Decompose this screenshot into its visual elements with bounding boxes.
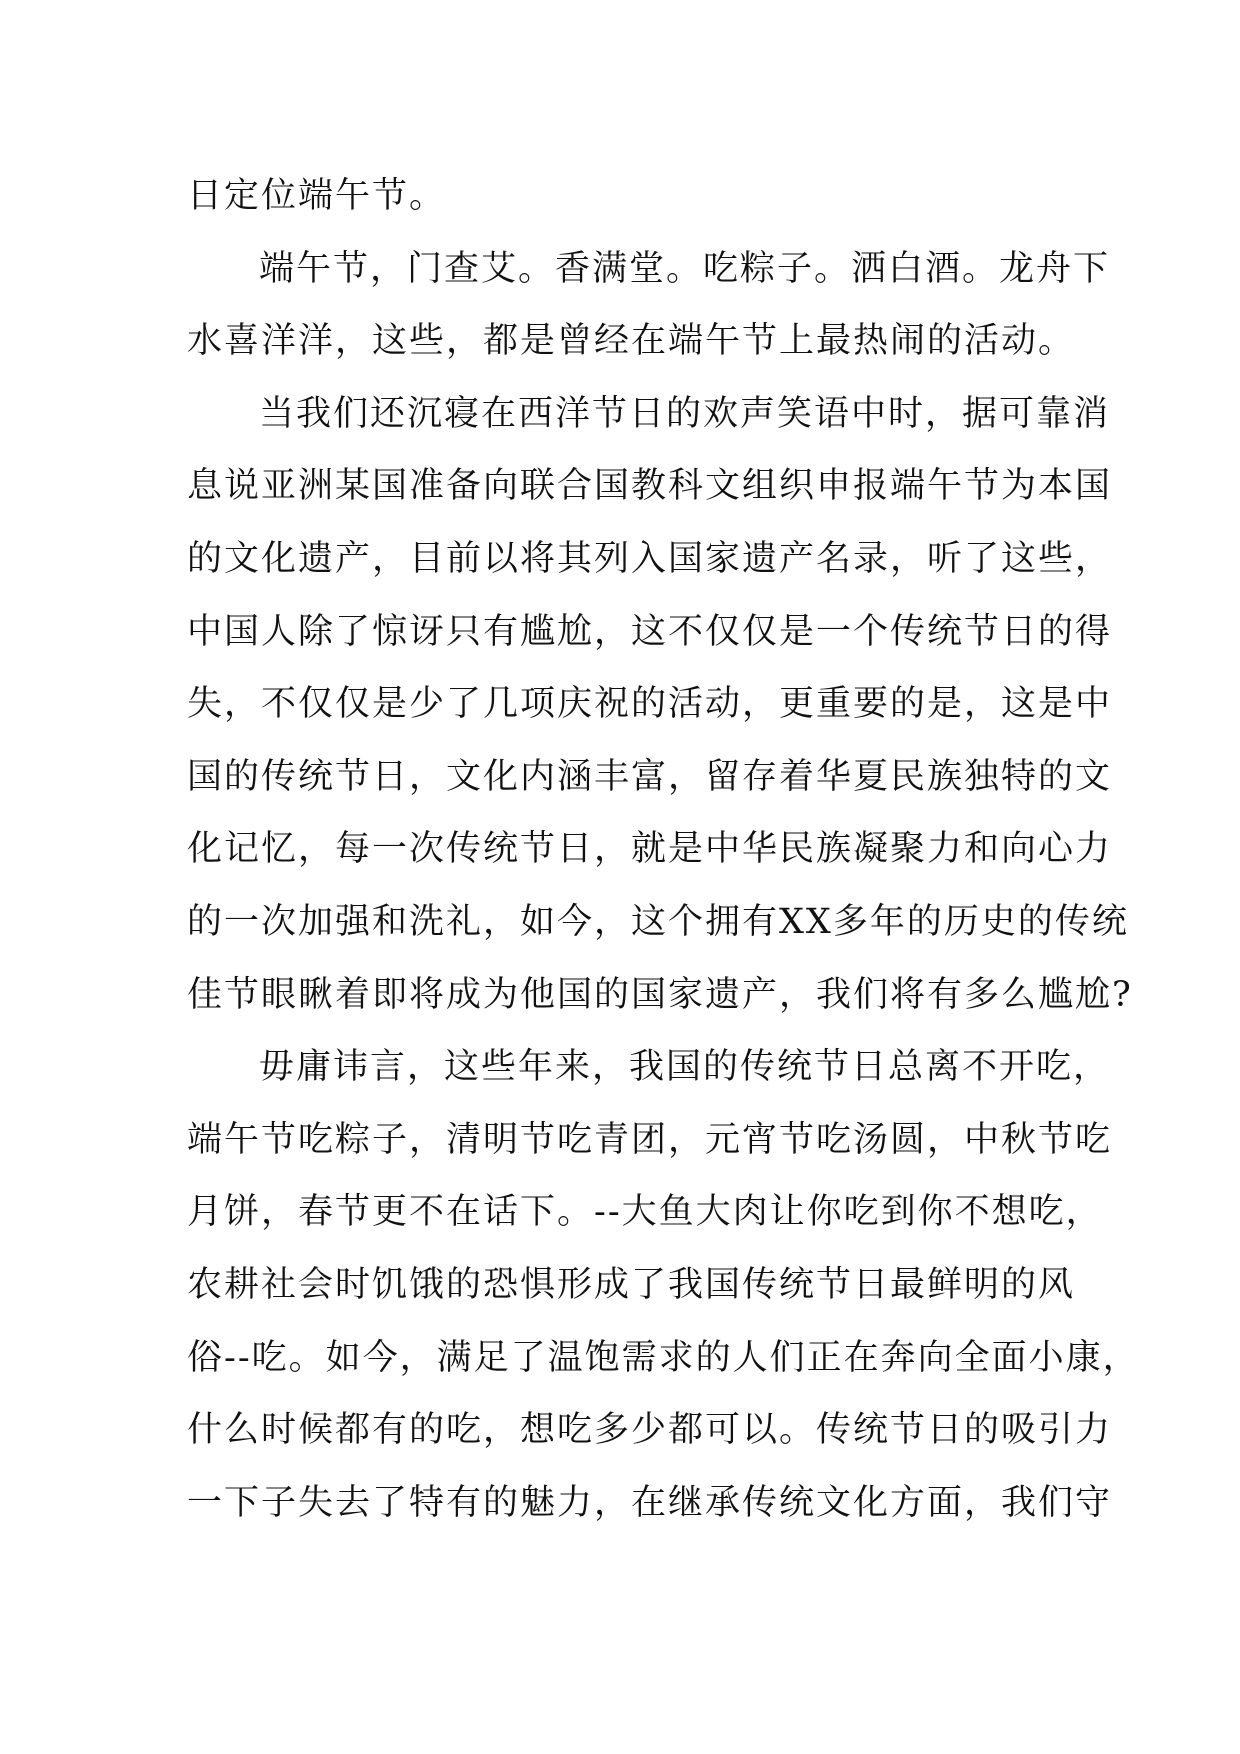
text-line: 失，不仅仅是少了几项庆祝的活动，更重要的是，这是中 (187, 684, 1113, 725)
text-line: 端午节，门查艾。香满堂。吃粽子。洒白酒。龙舟下 (259, 248, 1111, 289)
text-line: 国的传统节日，文化内涵丰富，留存着华夏民族独特的文 (187, 756, 1113, 797)
text-line: 中国人除了惊讶只有尴尬，这不仅仅是一个传统节日的得 (187, 611, 1113, 652)
text-line: 的文化遗产，目前以将其列入国家遗产名录，听了这些， (187, 538, 1113, 579)
text-line: 水喜洋洋，这些，都是曾经在端午节上最热闹的活动。 (187, 321, 1076, 362)
text-line: 毋庸讳言，这些年来，我国的传统节日总离不开吃， (259, 1047, 1111, 1088)
paragraph-4 (187, 1031, 1140, 1539)
text-line: 化记忆，每一次传统节日，就是中华民族凝聚力和向心力 (187, 829, 1113, 870)
paragraph-1 (187, 160, 1055, 233)
text-line: 端午节吃粽子，清明节吃青团，元宵节吃汤圆，中秋节吃 (187, 1119, 1113, 1160)
text-line: 佳节眼瞅着即将成为他国的国家遗产，我们将有多么尴尬? (187, 974, 1133, 1015)
text-line: 的一次加强和洗礼，如今，这个拥有XX多年的历史的传统 (187, 901, 1129, 942)
text-line: 息说亚洲某国准备向联合国教科文组织申报端午节为本国 (187, 466, 1113, 507)
text-line: 日定位端午节。 (187, 176, 447, 216)
paragraph-2 (187, 233, 1111, 378)
text-line: 俗--吃。如今，满足了温饱需求的人们正在奔向全面小康， (187, 1337, 1140, 1378)
text-line: 当我们还沉寝在西洋节日的欢声笑语中时，据可靠消 (259, 393, 1111, 434)
text-line: 什么时候都有的吃，想吃多少都可以。传统节日的吸引力 (187, 1410, 1113, 1451)
text-line: 月饼，春节更不在话下。--大鱼大肉让你吃到你不想吃， (187, 1192, 1103, 1233)
text-line: 农耕社会时饥饿的恐惧形成了我国传统节日最鲜明的风 (187, 1264, 1076, 1305)
document-body (187, 160, 1140, 1539)
text-line: 一下子失去了特有的魅力，在继承传统文化方面，我们守 (187, 1482, 1113, 1523)
paragraph-3 (187, 378, 1133, 1031)
